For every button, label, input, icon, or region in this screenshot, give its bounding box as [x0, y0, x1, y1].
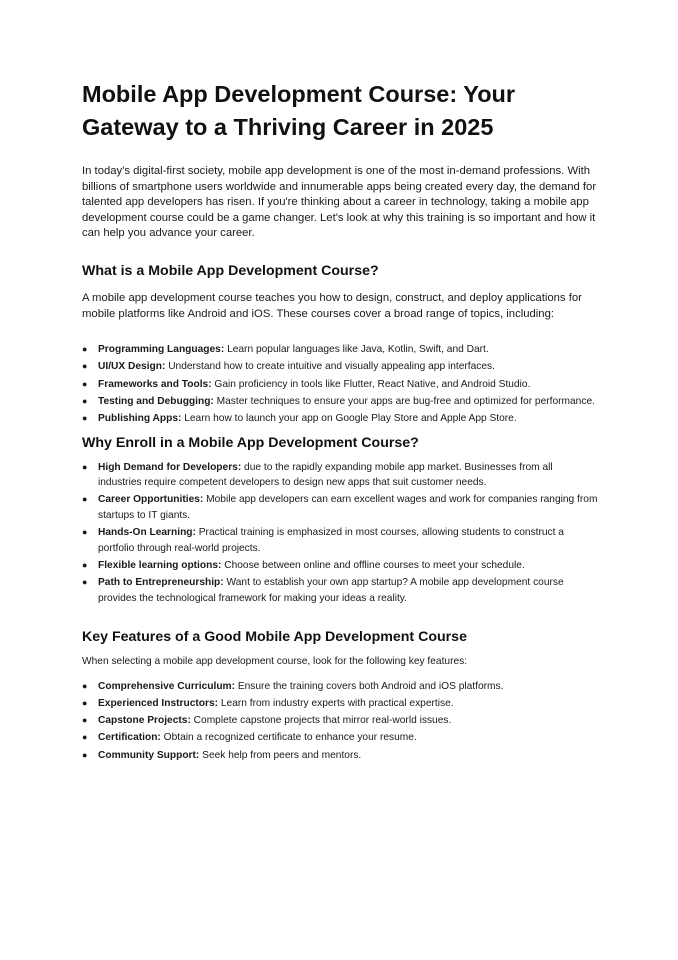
bullet-icon: ●: [82, 680, 88, 691]
list-item: ● Certification: Obtain a recognized certificate to enhance your resume.: [82, 730, 598, 746]
list-item: ● Path to Entrepreneurship: Want to establish your own app startup? A mobile app development course provides the technological framework for making your ideas a reality.: [82, 577, 564, 604]
bullet-icon: ●: [82, 344, 88, 355]
list-item: ● High Demand for Developers: due to the rapidly expanding mobile app market. Businesses from all industries require competent developers to design new apps that suit customer needs.: [82, 461, 553, 489]
section-heading-why-enroll: Why Enroll in a Mobile App Development Course?: [82, 434, 419, 451]
section-heading-what-is: What is a Mobile App Development Course?: [82, 262, 379, 279]
topics-list: [82, 342, 598, 426]
reasons-list: [82, 460, 598, 607]
list-item: ● Comprehensive Curriculum: Ensure the training covers both Android and iOS platforms.: [82, 679, 598, 695]
list-item: ● Capstone Projects: Complete capstone projects that mirror real-world issues.: [82, 713, 598, 729]
list-item: ● UI/UX Design: Understand how to create intuitive and visually appealing app interfaces.: [82, 359, 598, 375]
document-body: [82, 78, 598, 765]
section-heading-key-features: Key Features of a Good Mobile App Development Course: [82, 629, 467, 646]
bullet-icon: ●: [82, 395, 88, 406]
list-item: ● Testing and Debugging: Master techniques to ensure your apps are bug-free and optimized for performance.: [82, 394, 598, 410]
list-item: ● Frameworks and Tools: Gain proficiency in tools like Flutter, React Native, and Android Studio.: [82, 377, 598, 393]
list-item: ● Hands-On Learning: Practical training is emphasized in most courses, allowing students to construct a portfolio through real-world projects.: [82, 527, 564, 554]
list-item: ● Flexible learning options: Choose between online and offline courses to meet your schedule.: [82, 558, 598, 574]
bullet-icon: ●: [82, 749, 88, 760]
section-paragraph-what-is: A mobile app development course teaches you how to design, construct, and deploy applications for mobile platforms like Android and iOS. These courses cover a broad range of topics, including:: [82, 291, 582, 320]
intro-paragraph: In today's digital-first society, mobile app development is one of the most in-demand professions. With billions of smartphone users worldwide and innumerable apps being created every day, the demand for talented app developers has risen. If you're thinking about a career in technology, taking a mobile app development course could be a game changer. Let's look at why this training is so important and how it can help you advance your career.: [82, 165, 597, 240]
bullet-icon: ●: [82, 559, 88, 570]
bullet-icon: ●: [82, 378, 88, 389]
bullet-icon: ●: [82, 715, 88, 726]
bullet-icon: ●: [82, 527, 88, 538]
bullet-icon: ●: [82, 577, 88, 588]
list-item: ● Community Support: Seek help from peers and mentors.: [82, 748, 598, 764]
page-title: Mobile App Development Course: Your Gateway to a Thriving Career in 2025: [82, 81, 516, 140]
features-list: [82, 679, 598, 763]
bullet-icon: ●: [82, 461, 88, 472]
list-item: ● Publishing Apps: Learn how to launch your app on Google Play Store and Apple App Store.: [82, 411, 598, 427]
list-item: ● Experienced Instructors: Learn from industry experts with practical expertise.: [82, 696, 598, 712]
section-paragraph-key-features: When selecting a mobile app development course, look for the following key features:: [82, 656, 468, 668]
bullet-icon: ●: [82, 361, 88, 372]
bullet-icon: ●: [82, 732, 88, 743]
bullet-icon: ●: [82, 494, 88, 505]
bullet-icon: ●: [82, 698, 88, 708]
bullet-icon: ●: [82, 412, 88, 423]
list-item: ● Programming Languages: Learn popular languages like Java, Kotlin, Swift, and Dart.: [82, 342, 598, 358]
list-item: ● Career Opportunities: Mobile app developers can earn excellent wages and work for companies ranging from startups to IT giants.: [82, 494, 598, 521]
